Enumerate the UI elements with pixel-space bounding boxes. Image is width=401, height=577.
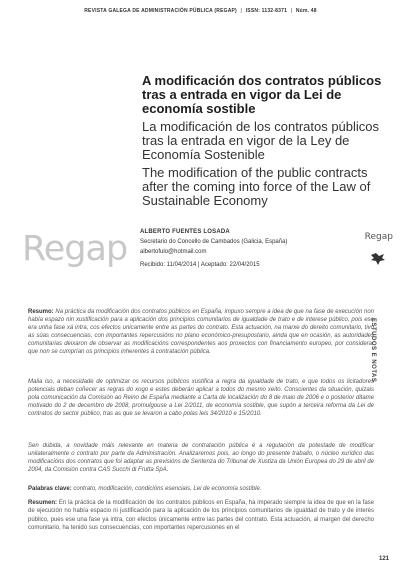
title-spanish: La modificación de los contratos públicos tras la entrada en vigor de la Ley de Economía Sostenible	[142, 119, 380, 162]
resumo-text-2: Malia iso, a necesidade de optimizar os recursos públicos xustifica a regra da igualdade de trato, e que todos os licitadores potenciais deban coñecer as regras do xogo e estes deberán aplicar a todos do mesmo xeito. Conscientes da situación, quizais pola comunicación da Comisión ao Reino de España mediante a Carta de localización do 8 de maio de 2006 e o posterior ditame motivado do 2 de decembro de 2008, promulgouse a Lei 2/2011, de economía sostible, que supón a terceira reforma da Lei de contratos do sector público, tras as que se levaron a cabo polas leis 34/2010 e 15/2010.	[28, 379, 374, 418]
author-email: albertofulo@hotmail.com	[140, 249, 207, 255]
galicia-emblem-icon	[370, 252, 386, 266]
header-separator: |	[290, 8, 293, 14]
resumo-paragraph-1	[28, 308, 374, 357]
resumen-text: En la práctica de la modificación de los contratos públicos en España, ha imperado siempre la idea de que en la fase de ejecución no había espacio ni justificación para la aplicación de los principios comunitarios de igualdad de trato y de interés público, pues ese una fase ya intra, con efectos únicamente entre las partes del contrato. Esta actuación, al margen del derecho comunitario, ha tenido sus consecuencias, con importantes repercusiones en el	[28, 500, 374, 531]
keywords-label: Palabras clave:	[28, 486, 72, 492]
author-affiliation: Secretario do Concello de Cambados (Galicia, España)	[140, 239, 288, 245]
resumen-paragraph	[28, 499, 374, 532]
resumo-paragraph-3	[28, 442, 374, 474]
journal-name: REVISTA GALEGA DE ADMINISTRACIÓN PÚBLICA (REGAP)	[84, 8, 237, 14]
keywords-gl	[28, 485, 374, 493]
title-galician: A modificación dos contratos públicos tras a entrada en vigor da Lei de economía sostible	[142, 73, 382, 116]
title-english: The modification of the public contracts after the coming into force of the Law of Sustainable Economy	[142, 165, 371, 208]
regap-logo-large	[22, 229, 127, 269]
resumo-text-3: Sen dúbida, a novidade máis relevante en materia de contratación pública é a regulación da potestade de modificar unilateralmente o contrato por parte da Administración. Analizaremos pois, ao longo do presente traballo, o núcleo xurídico das modificacións dos contratos que foi adaptar as previsións de Sentenza do Tribunal de Xustiza da Unión Europea do 29 de abril de 2004, da Comisión contra CAS Succhi di Frutta SpA.	[28, 443, 374, 474]
journal-issn: ISSN: 1132-8371	[245, 8, 288, 14]
page-number: 121	[378, 556, 389, 562]
resumo-label: Resumo:	[28, 309, 54, 315]
resumo-paragraph-2	[28, 378, 374, 418]
regap-logo-text: Regap	[22, 229, 128, 269]
resumo-text-1: Na práctica da modificación dos contratos públicos en España, impuxo sempre a idea de que na fase de execución non había espazo nin xustificación para a aplicación dos principios comunitarios de igualdade de trato e de interese público, pois ese era unha fase xá intra, cos efectos unicamente entre as partes do contrato. Esta actuación, na marxe do dereito comunitario, tivo as súas consecuencias, con importantes repercusións no plano económico-presupostario, ainda que en ocasión, as autoridades comunitarias deixaron de observar as modificacións correspondentes aos proxectos con financiamento europeo, por considerar que non se cumprían os principios inherentes á contratación pública.	[28, 309, 374, 356]
regap-logo-small-text: Regap	[364, 232, 393, 242]
author-name: ALBERTO FUENTES LOSADA	[140, 229, 230, 235]
journal-header	[0, 8, 401, 14]
resumen-label: Resumen:	[28, 500, 58, 506]
regap-logo-small	[365, 232, 393, 242]
keywords-text: contrato, modificación, condicións esenciais, Lei de economía sostible.	[73, 486, 262, 492]
header-separator: |	[240, 8, 243, 14]
journal-issue: Núm. 48	[295, 8, 317, 14]
author-block	[140, 229, 340, 268]
section-side-label: ESTUDOS E NOTAS	[370, 318, 376, 383]
title-block	[142, 74, 392, 208]
received-accepted-dates: Recibido: 11/04/2014 | Aceptado: 22/04/2015	[140, 262, 260, 268]
